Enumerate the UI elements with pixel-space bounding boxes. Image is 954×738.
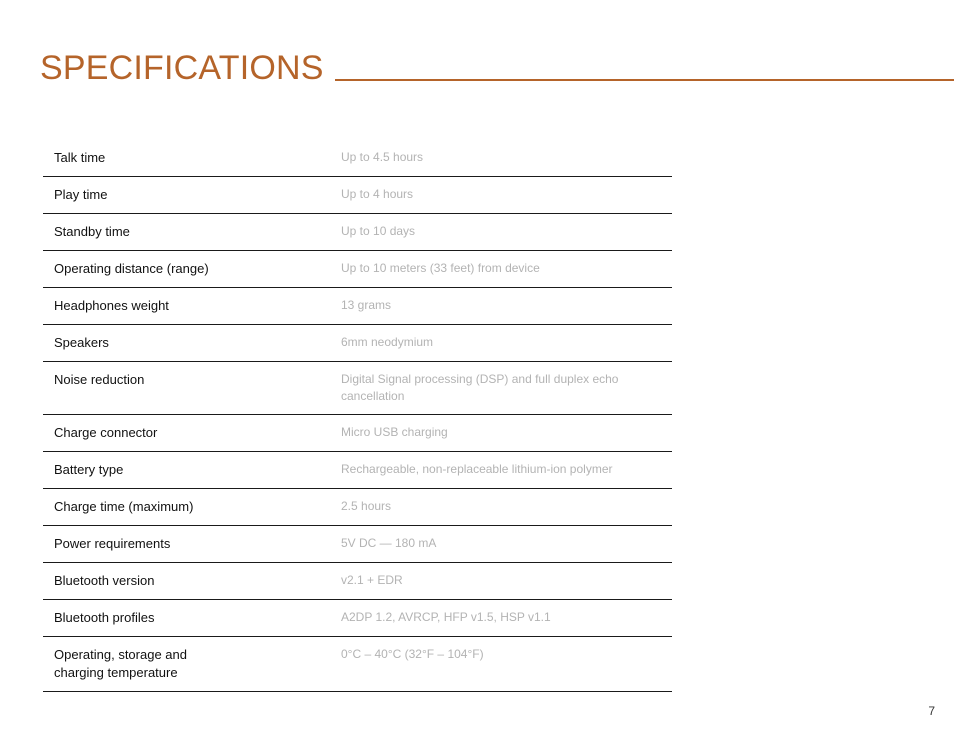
spec-label: Battery type xyxy=(54,462,124,477)
spec-label: Power requirements xyxy=(54,536,171,551)
spec-label: Talk time xyxy=(54,150,106,165)
spec-label: Charge connector xyxy=(54,425,158,440)
spec-value: Micro USB charging xyxy=(341,425,448,439)
spec-row-noise-reduction xyxy=(43,362,672,415)
page-number: 7 xyxy=(928,704,935,718)
spec-row-battery-type xyxy=(43,452,672,489)
spec-value: v2.1 + EDR xyxy=(341,573,403,587)
spec-label: Noise reduction xyxy=(54,372,145,387)
spec-row-speakers xyxy=(43,325,672,362)
page-title: SPECIFICATIONS xyxy=(40,49,324,87)
spec-row-charge-connector xyxy=(43,415,672,452)
spec-row-temperature xyxy=(43,637,672,692)
title-rule xyxy=(335,79,954,81)
spec-label: Operating, storage and charging temperature xyxy=(54,647,187,680)
spec-value: 5V DC — 180 mA xyxy=(341,536,437,550)
spec-label: Speakers xyxy=(54,335,109,350)
spec-row-operating-distance xyxy=(43,251,672,288)
spec-value: 2.5 hours xyxy=(341,499,392,513)
spec-label: Bluetooth profiles xyxy=(54,610,155,625)
spec-value: Up to 4 hours xyxy=(341,187,414,201)
spec-value: Up to 4.5 hours xyxy=(341,150,424,164)
spec-value: 0°C – 40°C (32°F – 104°F) xyxy=(341,647,484,661)
spec-value: 13 grams xyxy=(341,298,392,312)
spec-row-play-time xyxy=(43,177,672,214)
spec-label: Charge time (maximum) xyxy=(54,499,194,514)
spec-value: Up to 10 meters (33 feet) from device xyxy=(341,261,540,275)
spec-label: Bluetooth version xyxy=(54,573,155,588)
spec-row-bluetooth-profiles xyxy=(43,600,672,637)
spec-row-talk-time xyxy=(43,140,672,177)
spec-table xyxy=(43,140,672,692)
spec-row-headphones-weight xyxy=(43,288,672,325)
spec-value: A2DP 1.2, AVRCP, HFP v1.5, HSP v1.1 xyxy=(341,610,551,624)
page-header xyxy=(40,48,954,88)
spec-row-standby-time xyxy=(43,214,672,251)
spec-label: Headphones weight xyxy=(54,298,169,313)
spec-label: Operating distance (range) xyxy=(54,261,209,276)
spec-value: Up to 10 days xyxy=(341,224,416,238)
spec-label: Play time xyxy=(54,187,108,202)
spec-value: Digital Signal processing (DSP) and full duplex echo cancellation xyxy=(341,372,619,403)
spec-label: Standby time xyxy=(54,224,130,239)
spec-value: 6mm neodymium xyxy=(341,335,434,349)
spec-value: Rechargeable, non-replaceable lithium-ion polymer xyxy=(341,462,613,476)
spec-row-power-requirements xyxy=(43,526,672,563)
spec-row-bluetooth-version xyxy=(43,563,672,600)
spec-row-charge-time xyxy=(43,489,672,526)
